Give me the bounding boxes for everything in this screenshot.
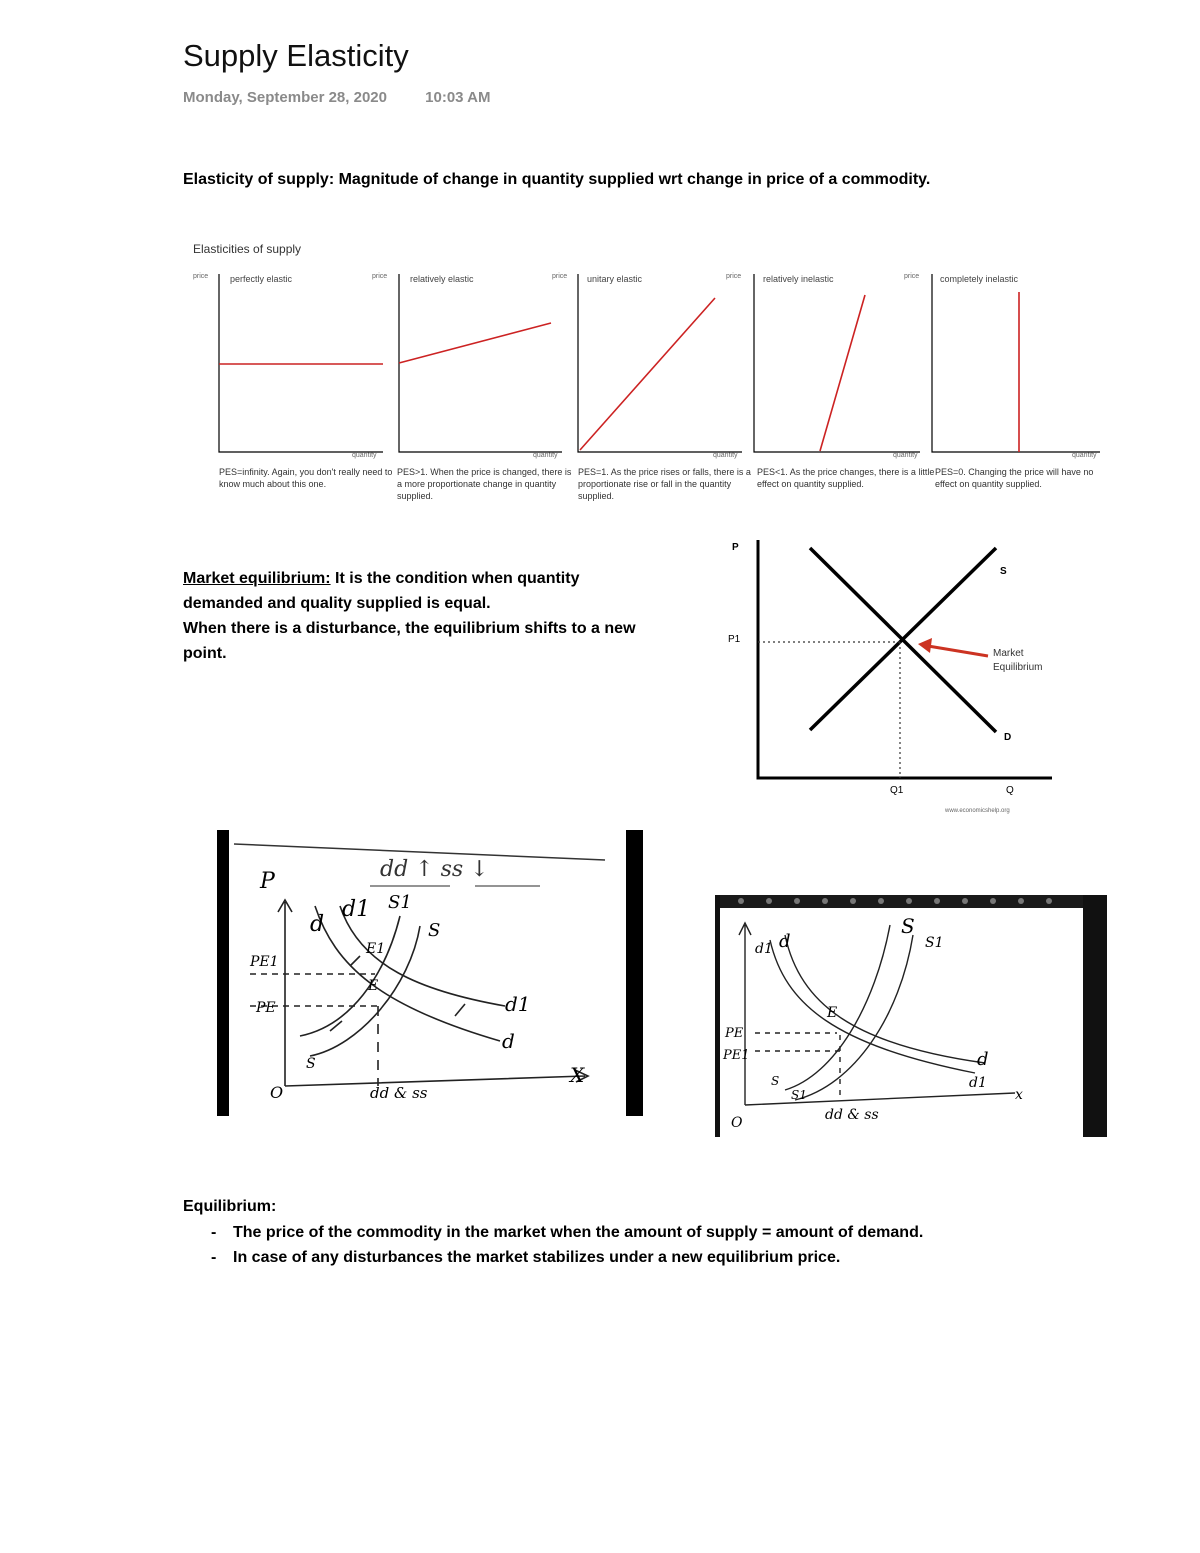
- panel-5-y-axis-label: price: [904, 273, 920, 280]
- panel-2-supply-curve: [399, 323, 551, 363]
- sketch-2-right-border: [1083, 895, 1107, 1137]
- sketch-2-s1-label: S1: [925, 935, 944, 951]
- panel-2-label: relatively elastic: [410, 274, 474, 284]
- panel-2-x-axis-label: quantity: [533, 452, 558, 459]
- sketch-1-d-label: d: [310, 912, 325, 937]
- list-item: - The price of the commodity in the market when the amount of supply = amount of demand.: [233, 1220, 1063, 1245]
- sketch-2-d1-top-label: d1: [755, 941, 773, 957]
- sketch-2-left-border: [715, 895, 720, 1137]
- handwritten-sketch-2: [715, 895, 1107, 1137]
- sketch-2-bottom-note: dd & ss: [825, 1107, 879, 1123]
- q-axis-label: Q: [1006, 785, 1014, 796]
- sketch-2-s-bottom-label: S: [771, 1074, 780, 1088]
- sketch-1-d-right-label: d: [502, 1029, 515, 1053]
- sketch-2-pe-label: PE: [725, 1026, 744, 1041]
- market-equilibrium-text: [183, 566, 653, 666]
- sketch-1-pe-label: PE: [256, 1000, 276, 1016]
- panel-4-axes: [754, 274, 920, 452]
- sketch-1-right-bar: [626, 830, 643, 1116]
- sketch-1-d1-right-label: d1: [505, 992, 531, 1016]
- market-chart-source: www.economicshelp.org: [945, 808, 1010, 814]
- panel-1-y-axis-label: price: [193, 273, 209, 280]
- panel-1-axes: [219, 274, 383, 452]
- sketch-1-origin: O: [270, 1083, 284, 1102]
- handwritten-sketch-1: [210, 826, 650, 1118]
- panel-4-y-axis-label: price: [726, 273, 742, 280]
- page-title: Supply Elasticity: [183, 38, 409, 73]
- sketch-1-s1-label: S1: [388, 892, 412, 913]
- sketch-1-p-axis: P: [260, 869, 275, 894]
- panel-1-caption: PES=infinity. Again, you don't really need to know much about this one.: [219, 467, 393, 489]
- equilibrium-heading: Equilibrium:: [183, 1198, 277, 1215]
- panel-5-axes: [932, 274, 1100, 452]
- page-time: 10:03 AM: [425, 89, 491, 106]
- elasticity-curves-svg: [0, 0, 1200, 470]
- panel-5-x-axis-label: quantity: [1072, 452, 1097, 459]
- page-date: Monday, September 28, 2020: [183, 89, 387, 106]
- p-axis-label: P: [732, 542, 739, 553]
- sketch-2-s-label: S: [901, 914, 915, 938]
- p1-label: P1: [728, 634, 741, 645]
- panel-2-y-axis-label: price: [372, 273, 388, 280]
- q1-label: Q1: [890, 785, 904, 796]
- panel-3-supply-curve: [580, 298, 715, 450]
- sketch-1-s-bottom-label: S: [306, 1056, 316, 1072]
- panel-3-label: unitary elastic: [587, 274, 643, 284]
- sketch-2-origin: O: [731, 1115, 743, 1131]
- market-equilibrium-arrow: [928, 646, 988, 656]
- sketch-2-x-axis: x: [1015, 1087, 1023, 1103]
- sketch-1-pe1-label: PE1: [250, 954, 279, 970]
- panel-2-axes: [399, 274, 562, 452]
- sketch-2-d-right-label: d: [977, 1049, 989, 1070]
- equilibrium-list: [183, 1220, 1063, 1270]
- sketch-2-d1-right-label: d1: [969, 1075, 987, 1091]
- market-equilibrium-heading: Market equilibrium:: [183, 570, 331, 587]
- market-equilibrium-chart: [700, 530, 1060, 820]
- market-equilibrium-disturbance: When there is a disturbance, the equilibrium shifts to a new point.: [183, 620, 636, 662]
- panel-1-x-axis-label: quantity: [352, 452, 377, 459]
- panel-3-caption: PES=1. As the price rises or falls, there is a proportionate rise or fall in the quantity supplied.: [578, 467, 751, 501]
- sketch-1-bottom-note: dd & ss: [370, 1084, 428, 1102]
- market-equilibrium-arrow-head: [918, 638, 932, 653]
- sketch-1-e-label: E: [368, 978, 379, 994]
- sketch-2-pe1-label: PE1: [723, 1048, 750, 1063]
- panel-5-label: completely inelastic: [940, 274, 1019, 284]
- sketch-1-d1-top-label: d1: [342, 897, 371, 922]
- s-curve-label: S: [1000, 566, 1007, 577]
- panel-1-label: perfectly elastic: [230, 274, 293, 284]
- panel-4-x-axis-label: quantity: [893, 452, 918, 459]
- panel-4-supply-curve: [820, 295, 865, 451]
- market-equilibrium-annotation-line2: Equilibrium: [993, 662, 1043, 673]
- sketch-2-e-label: E: [827, 1005, 838, 1021]
- panel-3-y-axis-label: price: [552, 273, 568, 280]
- sketch-1-e1-label: E1: [366, 941, 386, 957]
- sketch-1-top-note: dd ↑ ss ↓: [380, 857, 489, 882]
- sketch-2-d-top-label: d: [779, 931, 791, 952]
- panel-2-caption: PES>1. When the price is changed, there is a more proportionate change in quantity supplied.: [397, 467, 572, 501]
- equilibrium-section: [183, 1198, 1063, 1270]
- panel-4-label: relatively inelastic: [763, 274, 834, 284]
- d-curve-label: D: [1004, 732, 1012, 743]
- panel-3-x-axis-label: quantity: [713, 452, 738, 459]
- market-equilibrium-definition: It is the condition when quantity demanded and quality supplied is equal.: [183, 570, 580, 612]
- elasticity-definition: Elasticity of supply: Magnitude of change in quantity supplied wrt change in price of a commodity.: [183, 171, 931, 188]
- market-equilibrium-annotation-line1: Market: [993, 648, 1024, 659]
- sketch-2-s1-bottom-label: S1: [791, 1088, 807, 1102]
- sketch-1-s-label: S: [428, 920, 441, 941]
- panel-5-caption: PES=0. Changing the price will have no effect on quantity supplied.: [935, 467, 1094, 489]
- sketch-1-x-axis: X: [570, 1063, 585, 1087]
- elasticities-section-title: Elasticities of supply: [193, 242, 302, 256]
- sketch-1-left-bar: [217, 830, 229, 1116]
- list-item: - In case of any disturbances the market stabilizes under a new equilibrium price.: [233, 1245, 1063, 1270]
- panel-4-caption: PES<1. As the price changes, there is a little effect on quantity supplied.: [757, 467, 935, 489]
